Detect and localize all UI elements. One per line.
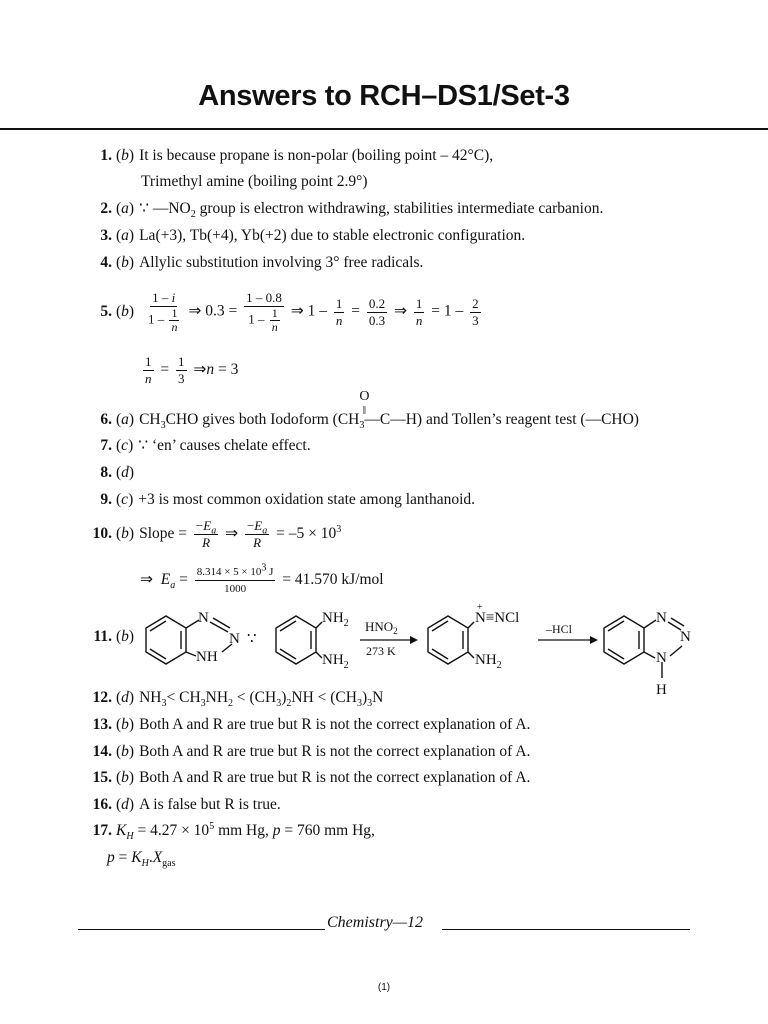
amine-2: $NH_2$ [322,652,349,671]
because-symbol: ∵ [247,631,257,647]
answer-10: 10.( b ) Slope = $\frac{-E_a}{R}$ ⇒ $\frac{-E_a}{R}$ = $-5 \times 10^3$ [88,514,341,554]
answer-16: 16.( d ) A is false but R is true. [88,795,281,815]
reagent-temperature: 273 K [366,644,396,658]
product-benzotriazole-structure [604,616,684,678]
footer-rule-left [78,929,325,930]
triazole-nh: NH [196,649,218,665]
answer-8: 8.( d ) [88,463,139,483]
product-n2: N [680,629,691,645]
answer-14: 14.( b ) Both A and R are true but R is not the correct explanation of A. [88,742,530,762]
answer-17: 17. $K_H = 4.27 \times 10^5$ mm Hg, p = 760 mm Hg, [92,820,375,843]
fraction-1-minus-08: 1 – 0.8 1 – $\frac{1}{n}$ [246,290,282,334]
arrow-head-2 [590,636,598,644]
answer-7: 7.( c ) ∵ ‘en’ causes chelate effect. [88,436,311,456]
answer-9: 9.( c ) +3 is most common oxidation state among lanthanoid. [88,490,475,510]
answer-17-henry-law: $p = K_H.X_{gas}$ [107,849,176,870]
reagent-hno2: $HNO_2$ [365,619,398,636]
product-n1: N [656,610,667,626]
product-n3: N [656,650,667,666]
triazole-n1: N [198,610,209,626]
answer-1: 1.( b ) It is because propane is non-polar (boiling point – 42°C), [88,146,493,166]
hcl-elimination: –HCl [546,622,573,636]
footer-subject: Chemistry—12 [327,914,423,931]
answer-13: 13.( b ) Both A and R are true but R is not the correct explanation of A. [88,715,530,735]
answer-3: 3.( a ) La(+3), Tb(+4), Yb(+2) due to stable electronic configuration. [88,226,525,246]
answer-5: 5.( b ) 1 – i 1 – $\frac{1}{n}$ ⇒ 0.3 = 1 – 0.8 1 – $\frac{1}{n}$ ⇒ 1 – $\frac{1}{n}$ = $\frac{0.2}{0.3}$ ⇒ $\frac{1}{n}$ = 1 – $\frac{2}{3}$ [88,290,484,334]
fraction-1-minus-i: 1 – i 1 – $\frac{1}{n}$ [147,290,178,334]
amine-1: $NH_2$ [322,610,349,629]
diazonium-charge: + [477,602,483,613]
answer-2: 2.( a ) ∵ $—NO_2$ group is electron withdrawing, stabilities intermediate carbanion. [88,199,603,219]
diazonium-structure [428,616,474,664]
diazonium-group: N≡NCl [475,610,520,626]
product-h: H [656,682,667,698]
answer-12: 12.( d ) $NH_3< CH_3NH_2 < (CH_3)_2NH < (CH_3)_3N$ [88,688,383,708]
answer-6: 6.( a ) $CH_3CHO$ gives both Iodoform ($CH_3$ O ‖ —C—H) and Tollen’s reagent test (—CHO) [88,410,639,430]
answer-10-activation-energy: ⇒ $E_a$ = $\frac{8.314 \times 5 \times 10^3 J}{1000}$ = 41.570 kJ/mol [140,562,384,595]
answer-5-result: $\frac{1}{n}$ = $\frac{1}{3}$ ⇒n = 3 [145,354,239,386]
benzotriazole-structure [146,616,232,664]
arrow-head-1 [410,636,418,644]
answer-1-continuation: Trimethyl amine (boiling point 2.9°) [141,173,368,190]
answer-4: 4.( b ) Allylic substitution involving 3° free radicals. [88,253,423,273]
page-title: Answers to RCH–DS1/Set-3 [198,80,570,112]
phenylenediamine-structure [276,616,322,664]
footer-rule-right [442,929,690,930]
page-number: (1) [377,982,391,993]
answer-11: 11.( b ) [88,627,139,647]
answer-15: 15.( b ) Both A and R are true but R is not the correct explanation of A. [88,768,530,788]
amine-3: $NH_2$ [475,652,502,671]
triazole-n2: N [229,631,240,647]
